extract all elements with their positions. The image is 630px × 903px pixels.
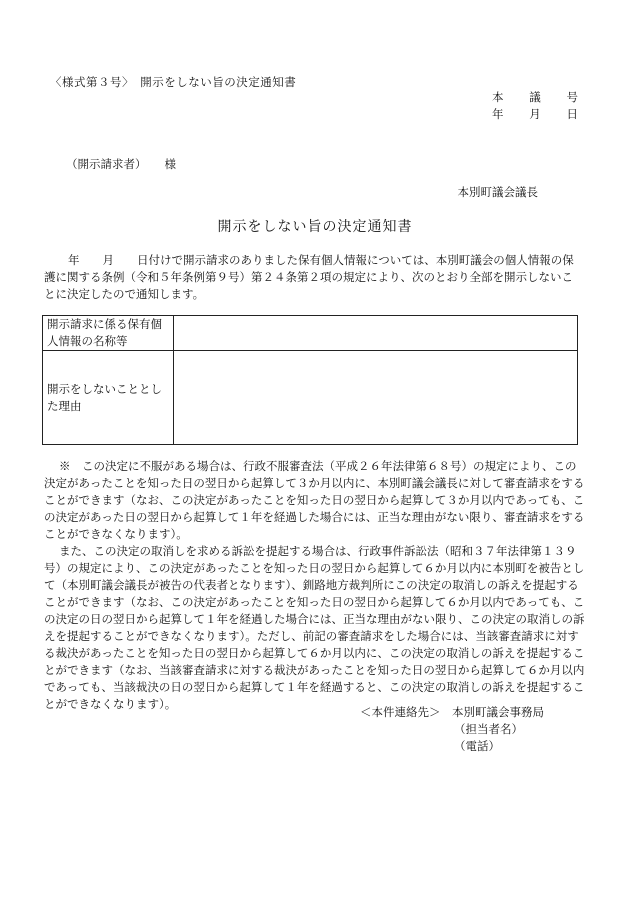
reason-label: 開示をしないこととした理由 — [43, 351, 174, 445]
table-row — [43, 351, 578, 445]
doc-number-prefix: 本 — [492, 90, 504, 104]
contact-label: ＜本件連絡先＞ — [360, 705, 441, 719]
contact-info — [360, 704, 544, 755]
contact-office: 本別町議会事務局 — [452, 705, 544, 719]
recipient-honorific: 様 — [164, 157, 176, 171]
note-lawsuit: また、この決定の取消しを求める訴訟を提起する場合は、行政事件訴訟法（昭和３７年法律第１３９号）の規定により、この決定があったことを知った日の翌日から起算して６か月以内に本別町を被告として（本別町議会議長が被告の代表者となります）、釧路地方裁判所にこの決定の取消しの訴えを提起することができます（なお、この決定があったことを知った日の翌日から起算して６か月以内であっても、この決定の日の翌日から起算して１年を経過した場合には、正当な理由がない限り、この決定の取消しの訴えを提起することができなくなります）。ただし、前記の審査請求をした場合には、当該審査請求に対する裁決があったことを知った日の翌日から起算して６か月以内に、この決定の取消しの訴えを提起することができます（なお、当該審査請求に対する裁決があったことを知った日の翌日から起算して６か月以内であっても、当該裁決の日の翌日から起算して１年を経過すると、この決定の取消しの訴えを提起することができなくなります）。 — [44, 544, 585, 711]
contact-person: （担当者名） — [454, 722, 523, 736]
intro-paragraph: 年 月 日付けで開示請求のありました保有個人情報については、本別町議会の個人情報の保護に関する条例（令和５年条例第９号）第２４条第２項の規定により、次のとおり全部を開示しないことに決定したので通知します。 — [44, 253, 574, 301]
info-name-label: 開示請求に係る保有個人情報の名称等 — [43, 316, 174, 351]
doc-number-suffix: 号 — [566, 90, 578, 104]
recipient-name: （開示請求者） — [66, 157, 147, 171]
reason-value — [174, 351, 578, 445]
notes-section — [44, 458, 586, 713]
date-year: 年 — [492, 107, 504, 121]
form-number-label: 〈様式第３号〉 開示をしない旨の決定通知書 — [50, 75, 297, 89]
recipient — [66, 156, 176, 172]
document-date — [492, 106, 578, 122]
note-appeal: ※ この決定に不服がある場合は、行政不服審査法（平成２６年法律第６８号）の規定により、この決定があったことを知った日の翌日から起算して３か月以内に、本別町議会議長に対して審査請求をすることができます（なお、この決定があったことを知った日の翌日から起算して３か月以内であっても、この決定があった日の翌日から起算して１年を経過した場合には、正当な理由がない限り、審査請求をすることができなくなります）。 — [44, 459, 585, 541]
table-row — [43, 316, 578, 351]
doc-number-type: 議 — [529, 90, 541, 104]
date-day: 日 — [566, 107, 578, 121]
disclosure-table — [42, 315, 578, 445]
contact-phone: （電話） — [454, 739, 500, 753]
document-title: 開示をしない旨の決定通知書 — [217, 219, 413, 235]
document-number — [492, 89, 578, 105]
date-month: 月 — [529, 107, 541, 121]
sender-name: 本別町議会議長 — [457, 185, 538, 199]
info-name-value — [174, 316, 578, 351]
